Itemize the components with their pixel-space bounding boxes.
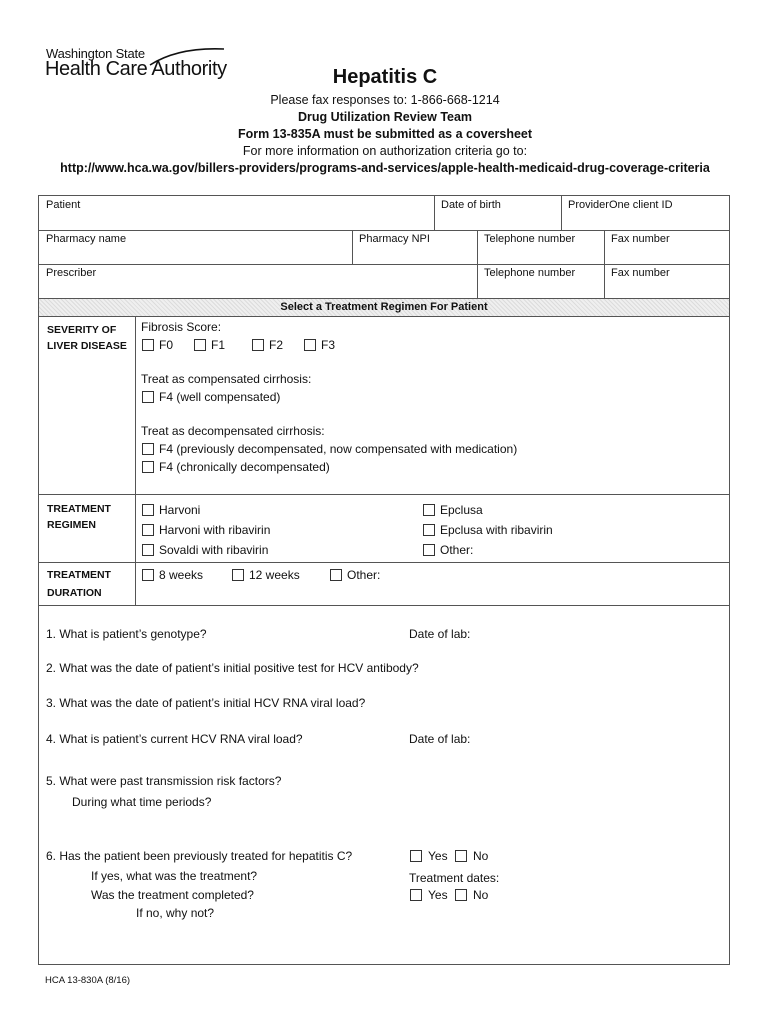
pharmacy-name-label: Pharmacy name: [46, 233, 127, 245]
duration-8-weeks: 8 weeks: [159, 568, 204, 582]
regimen-epclusa-ribavirin: Epclusa with ribavirin: [440, 523, 553, 537]
score-f3: F3: [321, 338, 336, 352]
regimen-harvoni: Harvoni: [159, 503, 201, 517]
question-4: 4. What is patient’s current HCV RNA viral load?: [46, 732, 303, 746]
decompensated-option-1: F4 (previously decompensated, now compensated with medication): [159, 442, 518, 456]
checkbox-regimen-other[interactable]: [423, 544, 435, 556]
completed-yes-label: Yes: [428, 888, 448, 902]
regimen-sovaldi-ribavirin: Sovaldi with ribavirin: [159, 543, 269, 557]
checkbox-duration-other[interactable]: [330, 569, 342, 581]
providerone-label: ProviderOne client ID: [568, 199, 673, 211]
criteria-url[interactable]: http://www.hca.wa.gov/billers-providers/programs-and-services/apple-health-medicaid-drug-coverage-criteria: [60, 161, 710, 175]
compensated-option: F4 (well compensated): [159, 390, 281, 404]
fibrosis-title: Fibrosis Score:: [141, 320, 222, 334]
checkbox-completed-yes[interactable]: [410, 889, 422, 901]
telephone-label-2: Telephone number: [484, 267, 576, 279]
telephone-label-1: Telephone number: [484, 233, 576, 245]
prescriber-label: Prescriber: [46, 267, 97, 279]
fax-line: Please fax responses to: 1-866-668-1214: [270, 93, 500, 107]
info-line: For more information on authorization criteria go to:: [242, 144, 528, 158]
severity-label-line1: SEVERITY OF: [47, 324, 117, 336]
checkbox-f4-previously-decompensated[interactable]: [142, 443, 154, 455]
question-5-sub: During what time periods?: [72, 795, 212, 809]
fax-label-2: Fax number: [611, 267, 670, 279]
duration-label-line1: TREATMENT: [47, 569, 111, 581]
checkbox-completed-no[interactable]: [455, 889, 467, 901]
dob-label: Date of birth: [441, 199, 501, 211]
coversheet-line: Form 13-835A must be submitted as a coversheet: [237, 127, 533, 141]
question-6-sub1: If yes, what was the treatment?: [91, 869, 258, 883]
duration-label-line2: DURATION: [47, 587, 102, 599]
checkbox-f1[interactable]: [194, 339, 206, 351]
question-5: 5. What were past transmission risk factors?: [46, 774, 282, 788]
checkbox-epclusa[interactable]: [423, 504, 435, 516]
decompensated-title: Treat as decompensated cirrhosis:: [141, 424, 325, 438]
team-line: Drug Utilization Review Team: [297, 110, 473, 124]
regimen-other: Other:: [440, 543, 474, 557]
pharmacy-npi-label: Pharmacy NPI: [359, 233, 430, 245]
regimen-harvoni-ribavirin: Harvoni with ribavirin: [159, 523, 271, 537]
question-2: 2. What was the date of patient’s initial positive test for HCV antibody?: [46, 661, 419, 675]
compensated-title: Treat as compensated cirrhosis:: [141, 372, 312, 386]
score-f2: F2: [269, 338, 284, 352]
form-title: Hepatitis C: [332, 66, 438, 88]
checkbox-f0[interactable]: [142, 339, 154, 351]
duration-12-weeks: 12 weeks: [249, 568, 300, 582]
checkbox-f3[interactable]: [304, 339, 316, 351]
fax-label-1: Fax number: [611, 233, 670, 245]
severity-label-line2: LIVER DISEASE: [47, 340, 127, 352]
question-4-date-of-lab: Date of lab:: [409, 732, 471, 746]
regimen-label-line1: TREATMENT: [47, 503, 111, 515]
q6-yes-label: Yes: [428, 849, 448, 863]
checkbox-sovaldi-ribavirin[interactable]: [142, 544, 154, 556]
question-6-sub2: Was the treatment completed?: [91, 888, 254, 902]
score-f1: F1: [211, 338, 226, 352]
checkbox-12-weeks[interactable]: [232, 569, 244, 581]
treatment-dates-label: Treatment dates:: [409, 871, 500, 885]
checkbox-q6-yes[interactable]: [410, 850, 422, 862]
checkbox-q6-no[interactable]: [455, 850, 467, 862]
checkbox-harvoni-ribavirin[interactable]: [142, 524, 154, 536]
org-name-line1: Washington State: [46, 46, 145, 61]
section-title-band: Select a Treatment Regimen For Patient: [39, 298, 729, 317]
checkbox-f2[interactable]: [252, 339, 264, 351]
checkbox-epclusa-ribavirin[interactable]: [423, 524, 435, 536]
completed-no-label: No: [473, 888, 489, 902]
checkbox-f4-compensated[interactable]: [142, 391, 154, 403]
regimen-label-line2: REGIMEN: [47, 519, 97, 531]
org-name-line2: Health Care Authority: [45, 58, 227, 80]
logo-swoosh-icon: [148, 45, 228, 67]
question-1-date-of-lab: Date of lab:: [409, 627, 471, 641]
duration-other: Other:: [347, 568, 381, 582]
checkbox-harvoni[interactable]: [142, 504, 154, 516]
question-3: 3. What was the date of patient’s initial HCV RNA viral load?: [46, 696, 366, 710]
question-6: 6. Has the patient been previously treated for hepatitis C?: [46, 849, 353, 863]
regimen-epclusa: Epclusa: [440, 503, 483, 517]
form-number-footer: HCA 13-830A (8/16): [45, 975, 131, 986]
decompensated-option-2: F4 (chronically decompensated): [159, 460, 330, 474]
form-frame: [38, 195, 730, 965]
score-f0: F0: [159, 338, 174, 352]
checkbox-8-weeks[interactable]: [142, 569, 154, 581]
question-6-sub3: If no, why not?: [136, 906, 215, 920]
q6-no-label: No: [473, 849, 489, 863]
patient-label: Patient: [46, 199, 81, 211]
checkbox-f4-chronically-decompensated[interactable]: [142, 461, 154, 473]
question-1: 1. What is patient’s genotype?: [46, 627, 207, 641]
